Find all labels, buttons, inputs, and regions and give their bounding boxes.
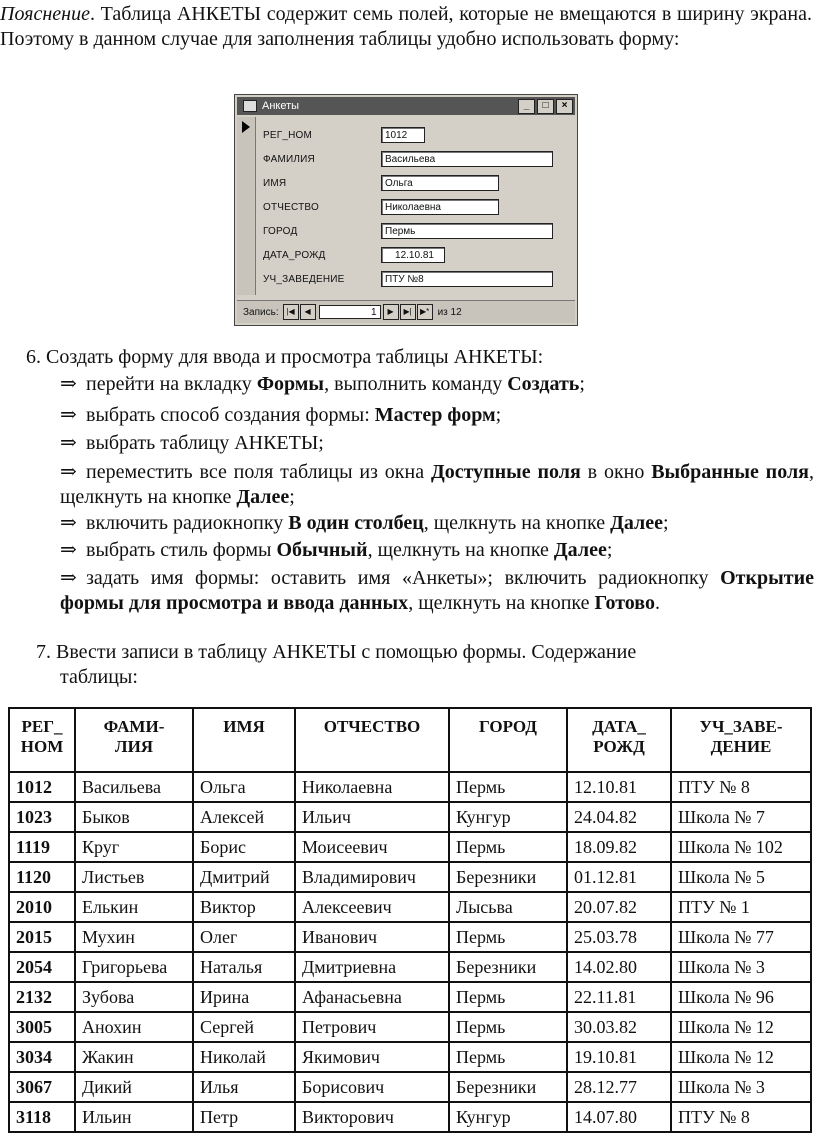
table-cell: Пермь (449, 832, 567, 862)
table-row (9, 1012, 811, 1042)
record-selector[interactable] (237, 117, 256, 295)
table-cell: Николаевна (295, 772, 449, 802)
form-window (234, 94, 578, 326)
list-item: ⇒ выбрать способ создания формы: Мастер форм; (60, 404, 502, 426)
last-record-icon[interactable]: ▶| (400, 304, 416, 320)
table-cell: Ирина (193, 982, 295, 1012)
table-cell: Владимирович (295, 862, 449, 892)
table-cell: Пермь (449, 922, 567, 952)
list-item: ⇒ перейти на вкладку Формы, выполнить команду Создать; (60, 373, 585, 395)
table-cell: Быков (75, 802, 193, 832)
table-cell: Березники (449, 1072, 567, 1102)
arrow-icon: ⇒ (60, 373, 77, 395)
table-cell: Школа № 77 (671, 922, 811, 952)
table-cell: Викторович (295, 1102, 449, 1132)
table-cell: Алексеевич (295, 892, 449, 922)
table-row (9, 862, 811, 892)
table-cell: 22.11.81 (567, 982, 671, 1012)
table-cell: Школа № 3 (671, 952, 811, 982)
gorod-field[interactable]: Пермь (381, 223, 553, 239)
table-cell: Петр (193, 1102, 295, 1132)
new-record-icon[interactable]: ▶* (417, 304, 433, 320)
column-header: РЕГ_ НОМ (9, 708, 75, 772)
field-label: ФАМИЛИЯ (263, 153, 315, 165)
intro-text: . Таблица АНКЕТЫ содержит семь полей, которые не вмещаются в ширину экрана. Поэтому в данном случае для заполнения таблицы удобно использовать форму: (0, 3, 812, 50)
table-cell: 3118 (9, 1102, 75, 1132)
table-cell: Алексей (193, 802, 295, 832)
table-cell: Борисович (295, 1072, 449, 1102)
table-cell: 1119 (9, 832, 75, 862)
form-titlebar (237, 97, 575, 115)
table-cell: Анохин (75, 1012, 193, 1042)
table-cell: Борис (193, 832, 295, 862)
current-record-icon (242, 121, 250, 133)
table-cell: Зубова (75, 982, 193, 1012)
maximize-icon[interactable]: □ (537, 99, 554, 114)
table-row (9, 802, 811, 832)
table-cell: Березники (449, 952, 567, 982)
form-row-reg-nom (263, 125, 425, 145)
form-row-uch-zavedenie (263, 269, 553, 289)
table-cell: 19.10.81 (567, 1042, 671, 1072)
table-cell: Лысьва (449, 892, 567, 922)
arrow-icon: ⇒ (60, 512, 77, 534)
table-cell: Ольга (193, 772, 295, 802)
table-cell: Школа № 5 (671, 862, 811, 892)
table-cell: 30.03.82 (567, 1012, 671, 1042)
form-row-imya (263, 173, 499, 193)
form-title: Анкеты (262, 100, 300, 112)
table-row (9, 1102, 811, 1132)
column-header: ФАМИ- ЛИЯ (75, 708, 193, 772)
list-item: ⇒ выбрать таблицу АНКЕТЫ; (60, 432, 324, 454)
arrow-icon: ⇒ (60, 567, 77, 589)
table-cell: Дмитриевна (295, 952, 449, 982)
list-item: ⇒ задать имя формы: оставить имя «Анкеты»; включить радиокнопку Открытие формы для просмотра и ввода данных, щелкнуть на кнопке Готово. (60, 567, 814, 614)
table-cell: Кунгур (449, 1102, 567, 1132)
table-cell: ПТУ № 8 (671, 772, 811, 802)
table-cell: Пермь (449, 1042, 567, 1072)
record-count: из 12 (437, 306, 462, 318)
table-cell: ПТУ № 1 (671, 892, 811, 922)
table-cell: 24.04.82 (567, 802, 671, 832)
field-label: УЧ_ЗАВЕДЕНИЕ (263, 273, 345, 285)
table-cell: 14.07.80 (567, 1102, 671, 1132)
table-row (9, 1042, 811, 1072)
form-row-gorod (263, 221, 553, 241)
table-row (9, 982, 811, 1012)
table-cell: Николай (193, 1042, 295, 1072)
table-cell: Листьев (75, 862, 193, 892)
table-cell: 3005 (9, 1012, 75, 1042)
table-cell: Школа № 96 (671, 982, 811, 1012)
column-header: ДАТА_ РОЖД (567, 708, 671, 772)
table-cell: Афанасьевна (295, 982, 449, 1012)
table-header-row (9, 708, 811, 772)
record-nav-label: Запись: (243, 306, 279, 318)
list-item: ⇒ включить радиокнопку В один столбец, щелкнуть на кнопке Далее; (60, 512, 669, 534)
table-cell: 28.12.77 (567, 1072, 671, 1102)
table-cell: ПТУ № 8 (671, 1102, 811, 1132)
table-cell: Пермь (449, 982, 567, 1012)
arrow-icon: ⇒ (60, 432, 77, 454)
table-cell: Ильин (75, 1102, 193, 1132)
table-cell: Круг (75, 832, 193, 862)
table-cell: Кунгур (449, 802, 567, 832)
table-cell: Дмитрий (193, 862, 295, 892)
table-cell: 01.12.81 (567, 862, 671, 892)
field-label: ИМЯ (263, 177, 287, 189)
imya-field[interactable]: Ольга (381, 175, 499, 191)
first-record-icon[interactable]: |◀ (283, 304, 299, 320)
record-navigation-bar (237, 300, 575, 323)
table-cell: 3034 (9, 1042, 75, 1072)
field-label: ОТЧЕСТВО (263, 201, 319, 213)
table-cell: Олег (193, 922, 295, 952)
table-row (9, 772, 811, 802)
table-cell: Жакин (75, 1042, 193, 1072)
table-row (9, 832, 811, 862)
reg-nom-field[interactable]: 1012 (381, 127, 425, 143)
table-cell: 1120 (9, 862, 75, 892)
step-6-title: 6. Создать форму для ввода и просмотра таблицы АНКЕТЫ: (26, 346, 544, 368)
list-item: ⇒ переместить все поля таблицы из окна Доступные поля в окно Выбранные поля, щелкнуть на кнопке Далее; (60, 461, 814, 508)
data-table (8, 707, 812, 1133)
field-label: ДАТА_РОЖД (263, 249, 326, 261)
table-cell: Васильева (75, 772, 193, 802)
uch-zavedenie-field[interactable]: ПТУ №8 (381, 271, 553, 287)
table-cell: 2132 (9, 982, 75, 1012)
table-cell: Школа № 7 (671, 802, 811, 832)
form-row-familiya (263, 149, 553, 169)
table-cell: Моисеевич (295, 832, 449, 862)
column-header: ИМЯ (193, 708, 295, 772)
table-cell: Школа № 12 (671, 1042, 811, 1072)
table-cell: 14.02.80 (567, 952, 671, 982)
data-rozhd-field[interactable]: 12.10.81 (381, 247, 445, 263)
table-cell: 1012 (9, 772, 75, 802)
step-7-title: 7. Ввести записи в таблицу АНКЕТЫ с помощью формы. Содержание (36, 641, 637, 663)
table-row (9, 892, 811, 922)
arrow-icon: ⇒ (60, 539, 77, 561)
arrow-icon: ⇒ (60, 461, 77, 483)
table-cell: Иванович (295, 922, 449, 952)
table-cell: Илья (193, 1072, 295, 1102)
table-cell: Ильич (295, 802, 449, 832)
table-cell: Школа № 102 (671, 832, 811, 862)
form-app-icon (243, 100, 257, 112)
intro-lead: Пояснение (0, 3, 90, 25)
table-cell: Мухин (75, 922, 193, 952)
table-cell: Сергей (193, 1012, 295, 1042)
table-cell: 18.09.82 (567, 832, 671, 862)
minimize-icon[interactable]: _ (518, 99, 535, 114)
table-row (9, 922, 811, 952)
table-cell: Пермь (449, 1012, 567, 1042)
table-cell: Школа № 12 (671, 1012, 811, 1042)
table-cell: 20.07.82 (567, 892, 671, 922)
table-cell: Петрович (295, 1012, 449, 1042)
record-number-input[interactable]: 1 (319, 305, 381, 319)
table-cell: Виктор (193, 892, 295, 922)
close-icon[interactable]: × (556, 99, 573, 114)
table-row (9, 952, 811, 982)
table-cell: Григорьева (75, 952, 193, 982)
form-row-data-rozhd (263, 245, 445, 265)
step-7-title-cont: таблицы: (60, 666, 138, 688)
table-cell: Пермь (449, 772, 567, 802)
table-cell: 12.10.81 (567, 772, 671, 802)
table-cell: 25.03.78 (567, 922, 671, 952)
table-cell: 2010 (9, 892, 75, 922)
arrow-icon: ⇒ (60, 404, 77, 426)
column-header: УЧ_ЗАВЕ- ДЕНИЕ (671, 708, 811, 772)
intro-paragraph (0, 2, 812, 52)
list-item: ⇒ выбрать стиль формы Обычный, щелкнуть на кнопке Далее; (60, 539, 613, 561)
table-cell: Березники (449, 862, 567, 892)
table-cell: 3067 (9, 1072, 75, 1102)
table-cell: Дикий (75, 1072, 193, 1102)
column-header: ОТЧЕСТВО (295, 708, 449, 772)
form-row-otchestvo (263, 197, 499, 217)
table-cell: Якимович (295, 1042, 449, 1072)
next-record-icon[interactable]: ▶ (383, 304, 399, 320)
table-cell: Наталья (193, 952, 295, 982)
table-cell: Школа № 3 (671, 1072, 811, 1102)
table-cell: 2054 (9, 952, 75, 982)
column-header: ГОРОД (449, 708, 567, 772)
table-row (9, 1072, 811, 1102)
field-label: РЕГ_НОМ (263, 129, 313, 141)
otchestvo-field[interactable]: Николаевна (381, 199, 499, 215)
prev-record-icon[interactable]: ◀ (300, 304, 316, 320)
field-label: ГОРОД (263, 225, 298, 237)
table-cell: 2015 (9, 922, 75, 952)
table-cell: Елькин (75, 892, 193, 922)
table-cell: 1023 (9, 802, 75, 832)
familiya-field[interactable]: Васильева (381, 151, 553, 167)
